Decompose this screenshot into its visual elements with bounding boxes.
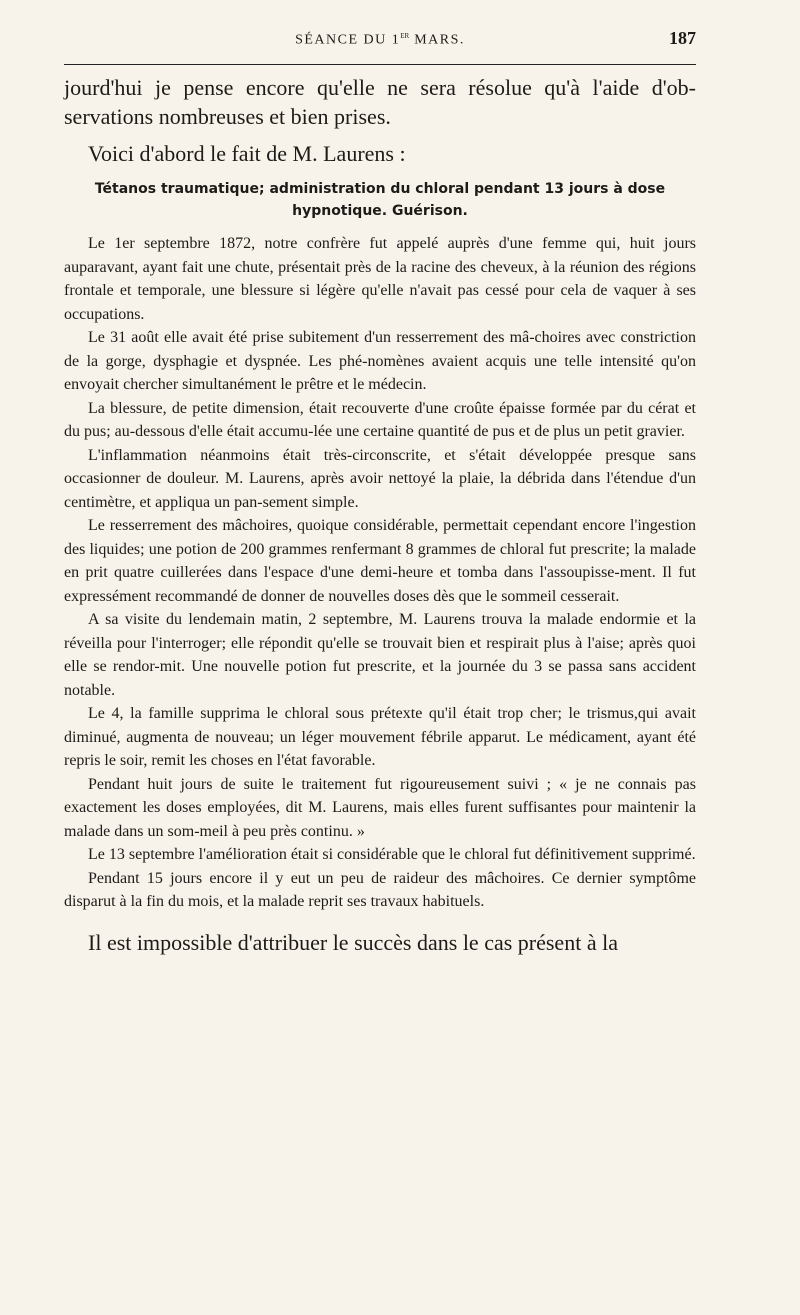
running-title-main: SÉANCE DU 1: [295, 32, 401, 48]
closing-line: Il est impossible d'attribuer le succès dans le cas présent à la: [88, 929, 618, 955]
page-number: 187: [669, 28, 696, 48]
case-paragraph: L'inflammation néanmoins était très-circonscrite, et s'était développée presque sans occasionner de douleur. M. Laurens, après avoir nettoyé la plaie, la débrida dans l'étendue d'un centimètre, et appliqua un pan-sement simple.: [64, 446, 696, 511]
running-header: [64, 22, 696, 52]
case-paragraph: Le resserrement des mâchoires, quoique considérable, permettait cependant encore l'ingestion des liquides; une potion de 200 grammes renfermant 8 grammes de chloral fut prescrite; la malade en prit quatre cuillerées dans l'espace d'une demi-heure et tomba dans l'assoupisse-ment. Il fut expressément recommandé de donner de nouvelles doses dès que le sommeil cesserait.: [64, 517, 696, 605]
case-paragraph: Le 31 août elle avait été prise subitement d'un resserrement des mâ-choires avec constriction de la gorge, dysphagie et dyspnée. Les phé-nomènes avaient acquis une telle intensité qu'on envoyait chercher simultanément le prêtre et le médecin.: [64, 329, 696, 393]
case-paragraph: La blessure, de petite dimension, était recouverte d'une croûte épaisse formée par du cérat et du pus; au-dessous d'elle était accumu-lée une certaine quantité de pus et de plus un petit gravier.: [64, 399, 696, 440]
case-report: [64, 232, 696, 914]
intro-paragraph: jourd'hui je pense encore qu'elle ne sera résolue qu'à l'aide d'ob-servations nombreuses et bien prises.: [64, 75, 696, 129]
case-paragraph: Pendant huit jours de suite le traitement fut rigoureusement suivi ; « je ne connais pas exactement les doses employées, dit M. Laurens, mais elles furent suffisantes pour maintenir la malade dans un som-meil à peu près continu. »: [64, 775, 696, 840]
case-paragraph: Le 4, la famille supprima le chloral sous prétexte qu'il était trop cher; le trismus,qui avait diminué, augmenta de nouveau; un léger mouvement fébrile apparut. Le médicament, ayant été repris le soir, remit les choses en l'état favorable.: [64, 705, 696, 769]
case-paragraph: Le 13 septembre l'amélioration était si considérable que le chloral fut définitivement supprimé.: [88, 846, 696, 863]
case-paragraph: A sa visite du lendemain matin, 2 septembre, M. Laurens trouva la malade endormie et la réveilla pour l'interroger; elle répondit qu'elle se trouvait bien et respirait plus à l'aise; après quoi elle se rendor-mit. Une nouvelle potion fut prescrite, et la journée du 3 se passa sans accident notable.: [64, 611, 696, 699]
intro-case-lead: Voici d'abord le fait de M. Laurens :: [88, 141, 406, 166]
header-rule: [64, 64, 696, 65]
running-title: [64, 30, 696, 49]
case-paragraph: Pendant 15 jours encore il y eut un peu de raideur des mâchoires. Ce dernier symptôme disparut à la fin du mois, et la malade reprit ses travaux habituels.: [64, 869, 696, 910]
intro-block: [64, 73, 696, 168]
case-paragraph: Le 1er septembre 1872, notre confrère fut appelé auprès d'une femme qui, huit jours auparavant, ayant fait une chute, présentait près de la racine des cheveux, à la réunion des régions frontale et temporale, une blessure si légère qu'elle n'avait pas cessé pour cela de vaquer à ses occupations.: [64, 235, 696, 323]
case-heading: Tétanos traumatique; administration du chloral pendant 13 jours à dose hypnotique. Guérison.: [94, 181, 666, 219]
running-title-superscript: er: [400, 30, 410, 41]
running-title-end: MARS.: [409, 32, 465, 48]
closing-block: [64, 928, 696, 957]
book-page: [64, 22, 696, 957]
